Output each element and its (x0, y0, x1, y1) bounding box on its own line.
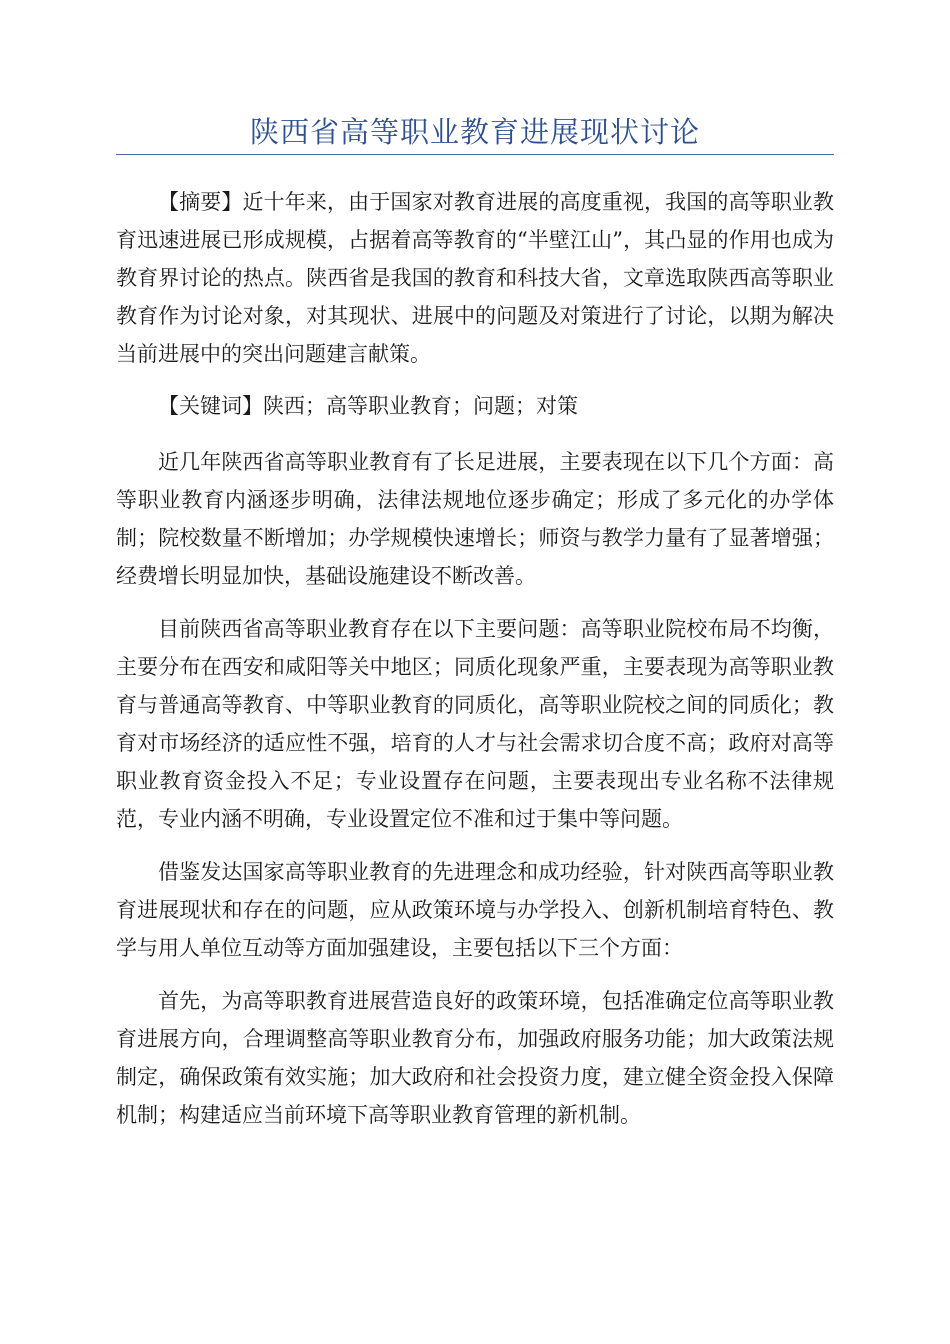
abstract-label: 【摘要】 (158, 190, 243, 214)
abstract-paragraph (116, 183, 834, 373)
body-paragraph-1: 近几年陕西省高等职业教育有了长足进展，主要表现在以下几个方面：高等职业教育内涵逐步明确，法律法规地位逐步确定；形成了多元化的办学体制；院校数量不断增加；办学规模快速增长；师资与教学力量有了显著增强；经费增长明显加快，基础设施建设不断改善。 (116, 450, 834, 588)
document-page (116, 112, 834, 1149)
body-paragraph-2: 目前陕西省高等职业教育存在以下主要问题：高等职业院校布局不均衡，主要分布在西安和咸阳等关中地区；同质化现象严重，主要表现为高等职业教育与普通高等教育、中等职业教育的同质化，高等职业院校之间的同质化；教育对市场经济的适应性不强，培育的人才与社会需求切合度不高；政府对高等职业教育资金投入不足；专业设置存在问题，主要表现出专业名称不法律规范，专业内涵不明确，专业设置定位不准和过于集中等问题。 (116, 617, 834, 831)
abstract-text: 近十年来，由于国家对教育进展的高度重视，我国的高等职业教育迅速进展已形成规模，占据着高等教育的“半壁江山”，其凸显的作用也成为教育界讨论的热点。陕西省是我国的教育和科技大省，文章选取陕西高等职业教育作为讨论对象，对其现状、进展中的问题及对策进行了讨论，以期为解决当前进展中的突出问题建言献策。 (116, 190, 835, 366)
document-title: 陕西省高等职业教育进展现状讨论 (249, 115, 700, 149)
body-paragraph-4: 首先，为高等职教育进展营造良好的政策环境，包括准确定位高等职业教育进展方向，合理调整高等职业教育分布，加强政府服务功能；加大政策法规制定，确保政策有效实施；加大政府和社会投资力度，建立健全资金投入保障机制；构建适应当前环境下高等职业教育管理的新机制。 (116, 989, 834, 1127)
title-underline (116, 154, 834, 155)
keywords-label: 【关键词】 (158, 394, 263, 418)
body-paragraph-3: 借鉴发达国家高等职业教育的先进理念和成功经验，针对陕西高等职业教育进展现状和存在的问题，应从政策环境与办学投入、创新机制培育特色、教学与用人单位互动等方面加强建设，主要包括以下三个方面： (116, 860, 834, 960)
keywords-paragraph (116, 387, 834, 425)
keywords-text: 陕西；高等职业教育；问题；对策 (263, 394, 578, 418)
